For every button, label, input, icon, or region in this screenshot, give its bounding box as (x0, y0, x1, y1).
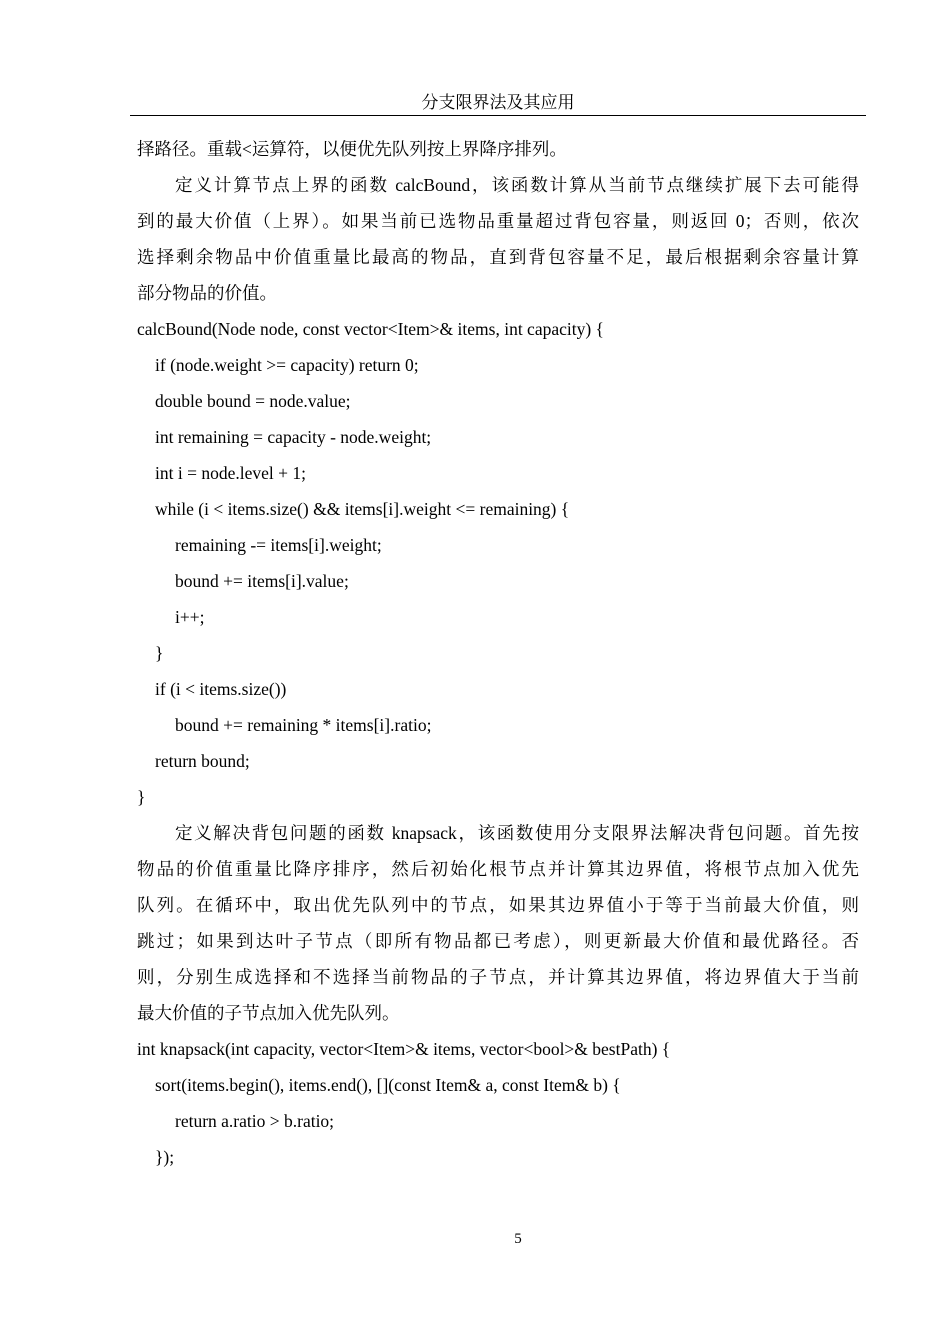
paragraph-line: 定义计算节点上界的函数 calcBound，该函数计算从当前节点继续扩展下去可能得 (175, 175, 859, 195)
paragraph-line: 选择剩余物品中价值重量比最高的物品，直到背包容量不足，最后根据剩余容量计算 (137, 247, 859, 267)
code-line: } (137, 787, 146, 807)
code-line: remaining -= items[i].weight; (175, 535, 382, 555)
paragraph-line: 跳过；如果到达叶子节点（即所有物品都已考虑），则更新最大价值和最优路径。否 (137, 931, 859, 951)
code-line: return bound; (155, 751, 250, 771)
paragraph-line: 到的最大价值（上界）。如果当前已选物品重量超过背包容量，则返回 0；否则，依次 (137, 211, 859, 231)
code-line: return a.ratio > b.ratio; (175, 1111, 335, 1131)
code-line: if (node.weight >= capacity) return 0; (155, 355, 419, 375)
code-line: sort(items.begin(), items.end(), [](const Item& a, const Item& b) { (155, 1075, 621, 1095)
paragraph-line: 物品的价值重量比降序排序，然后初始化根节点并计算其边界值，将根节点加入优先 (137, 859, 859, 879)
paragraph-line: 部分物品的价值。 (137, 283, 277, 303)
page-content (137, 131, 859, 1175)
running-header: 分支限界法及其应用 (421, 93, 575, 112)
paragraph-line: 定义解决背包问题的函数 knapsack，该函数使用分支限界法解决背包问题。首先按 (175, 823, 859, 843)
page-number: 5 (514, 1231, 522, 1247)
code-line: i++; (175, 607, 205, 627)
paragraph-line: 择路径。重载<运算符，以便优先队列按上界降序排列。 (137, 139, 567, 159)
code-line: while (i < items.size() && items[i].weight <= remaining) { (155, 499, 570, 519)
code-line: bound += remaining * items[i].ratio; (175, 715, 432, 735)
paragraph-line: 最大价值的子节点加入优先队列。 (137, 1003, 400, 1023)
code-line: int remaining = capacity - node.weight; (155, 427, 432, 447)
paragraph-line: 队列。在循环中，取出优先队列中的节点，如果其边界值小于等于当前最大价值，则 (137, 895, 859, 915)
code-line: int knapsack(int capacity, vector<Item>& items, vector<bool>& bestPath) { (137, 1039, 671, 1059)
code-line: bound += items[i].value; (175, 571, 349, 591)
paragraph-line: 则，分别生成选择和不选择当前物品的子节点，并计算其边界值，将边界值大于当前 (137, 967, 859, 987)
code-line: calcBound(Node node, const vector<Item>& items, int capacity) { (137, 319, 604, 339)
code-line: } (155, 643, 164, 663)
code-line: }); (155, 1147, 175, 1167)
code-line: double bound = node.value; (155, 391, 351, 411)
header-rule (130, 115, 866, 116)
code-line: int i = node.level + 1; (155, 463, 306, 483)
code-line: if (i < items.size()) (155, 679, 287, 699)
